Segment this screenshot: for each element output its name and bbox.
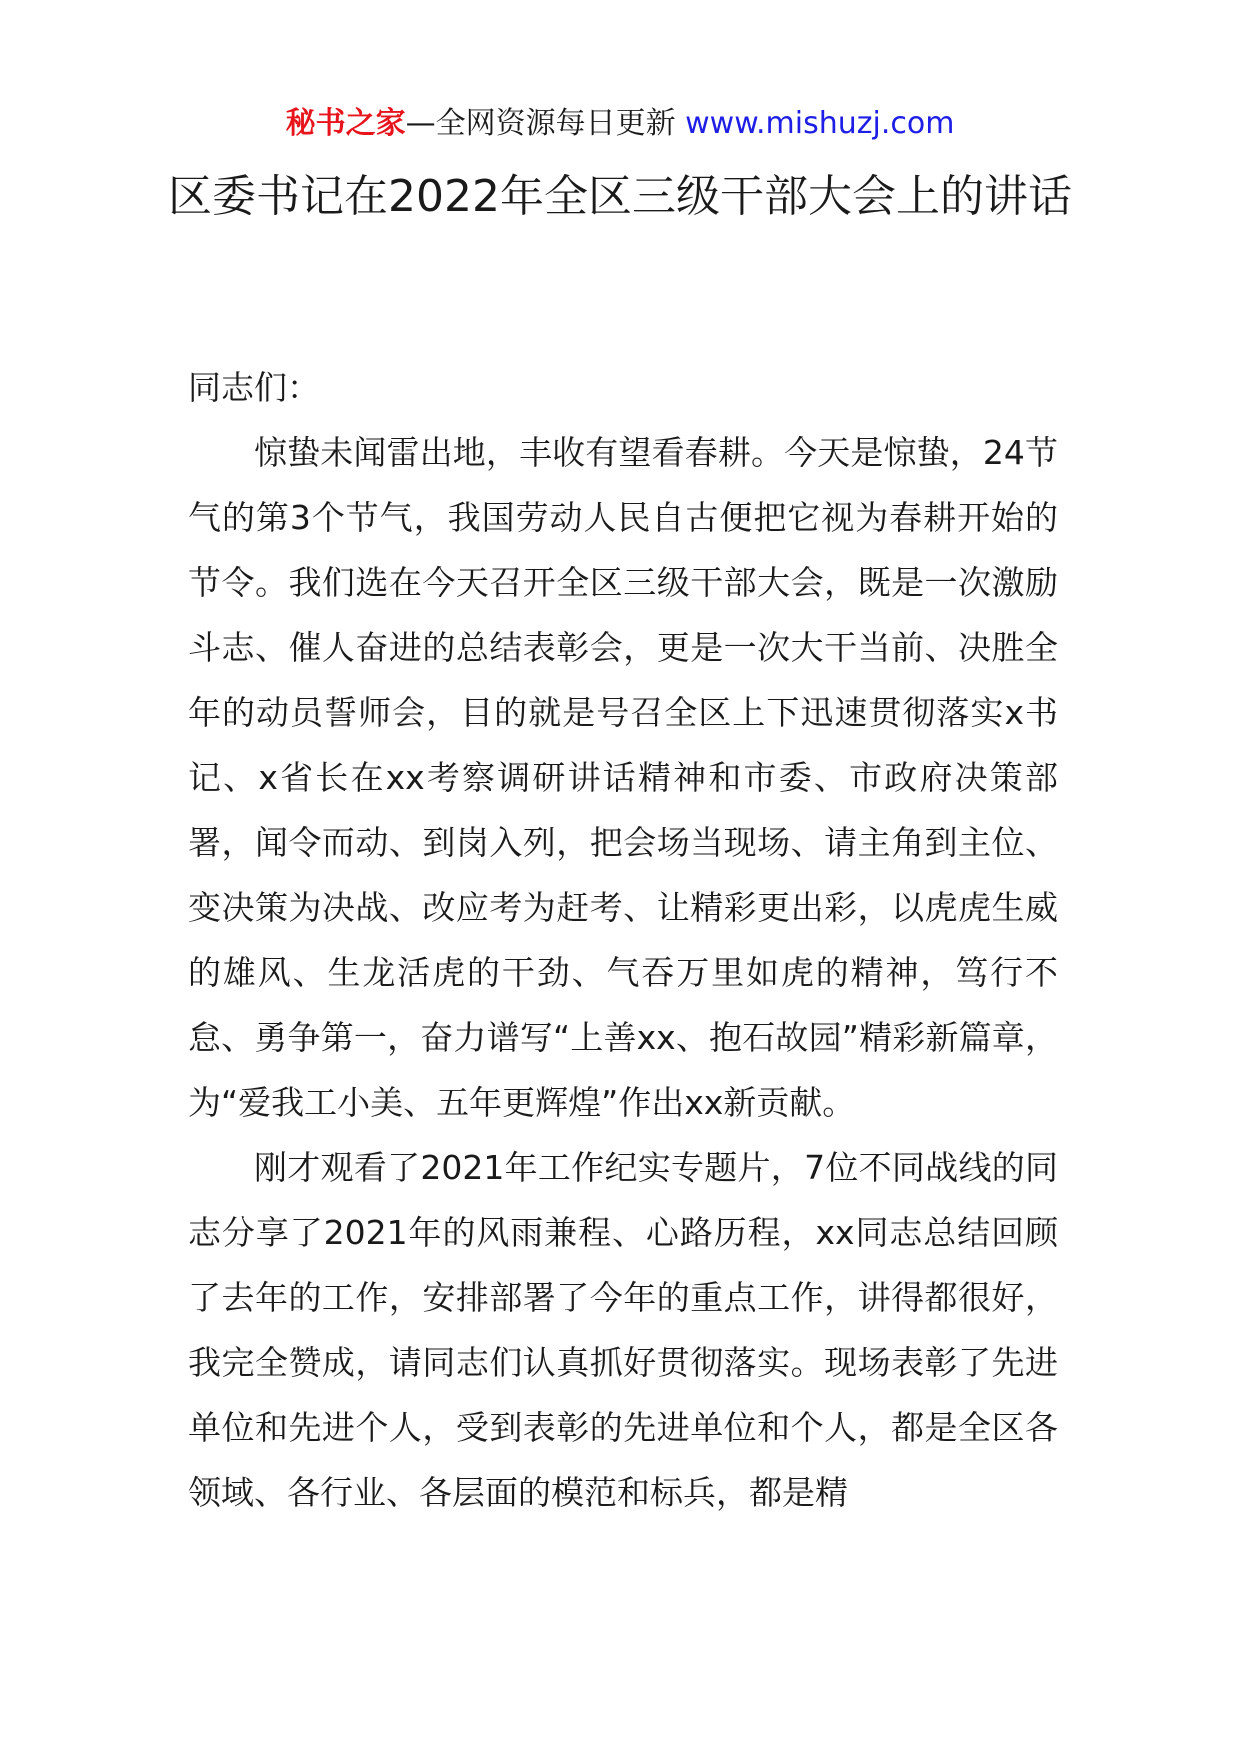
header-tagline: —全网资源每日更新 — [405, 106, 686, 141]
site-url-link[interactable]: www.mishuzj.com — [685, 106, 955, 141]
document-body — [188, 355, 1058, 1525]
salutation: 同志们： — [188, 368, 320, 407]
site-header — [0, 104, 1240, 144]
paragraph-2: 刚才观看了2021年工作纪实专题片，7位不同战线的同志分享了2021年的风雨兼程、心路历程，xx同志总结回顾了去年的工作，安排部署了今年的重点工作，讲得都很好，我完全赞成，请同志们认真抓好贯彻落实。现场表彰了先进单位和先进个人，受到表彰的先进单位和个人，都是全区各领域、各行业、各层面的模范和标兵，都是精 — [188, 1148, 1058, 1512]
paragraph-1: 惊蛰未闻雷出地，丰收有望看春耕。今天是惊蛰，24节气的第3个节气，我国劳动人民自古便把它视为春耕开始的节令。我们选在今天召开全区三级干部大会，既是一次激励斗志、催人奋进的总结表彰会，更是一次大干当前、决胜全年的动员誓师会，目的就是号召全区上下迅速贯彻落实x书记、x省长在xx考察调研讲话精神和市委、市政府决策部署，闻令而动、到岗入列，把会场当现场、请主角到主位、变决策为决战、改应考为赶考、让精彩更出彩，以虎虎生威的雄风、生龙活虎的干劲、气吞万里如虎的精神，笃行不怠、勇争第一，奋力谱写“上善xx、抱石故园”精彩新篇章，为“爱我工小美、五年更辉煌”作出xx新贡献。 — [188, 433, 1058, 1122]
brand-name: 秘书之家 — [285, 106, 406, 141]
document-title: 区委书记在2022年全区三级干部大会上的讲话 — [168, 171, 1072, 222]
